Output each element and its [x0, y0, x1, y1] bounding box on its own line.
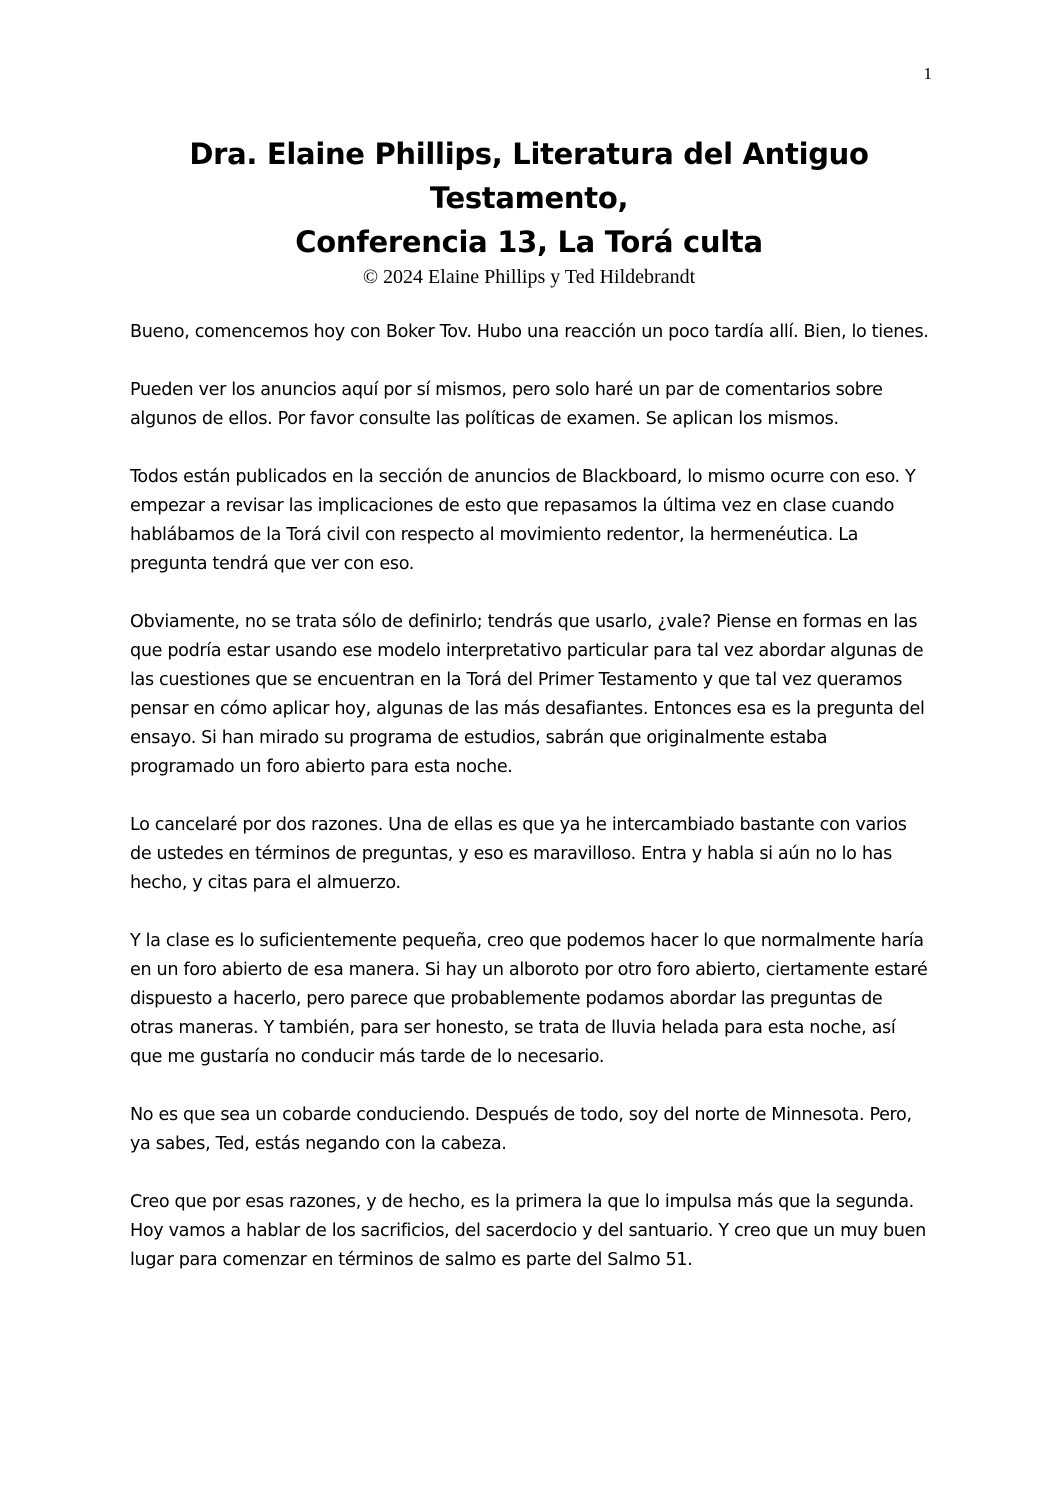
- paragraph: Pueden ver los anuncios aquí por sí mismos, pero solo haré un par de comentarios sobre algunos de ellos. Por favor consulte las políticas de examen. Se aplican los mismos.: [130, 380, 883, 429]
- title-line-3: Conferencia 13, La Torá culta: [295, 225, 763, 259]
- title-line-1: Dra. Elaine Phillips, Literatura del Antiguo: [189, 137, 869, 171]
- page-number: 1: [923, 64, 932, 83]
- copyright-notice: © 2024 Elaine Phillips y Ted Hildebrandt: [362, 266, 696, 288]
- title-line-2: Testamento,: [429, 181, 629, 215]
- paragraph: Todos están publicados en la sección de anuncios de Blackboard, lo mismo ocurre con eso. Y empezar a revisar las implicaciones de esto que repasamos la última vez en clase cuando hablábamos de la Torá civil con respecto al movimiento redentor, la hermenéutica. La pregunta tendrá que ver con eso.: [130, 467, 916, 574]
- paragraph: Creo que por esas razones, y de hecho, es la primera la que lo impulsa más que la segunda. Hoy vamos a hablar de los sacrificios, del sacerdocio y del santuario. Y creo que un muy buen lugar para comenzar en términos de salmo es parte del Salmo 51.: [130, 1192, 926, 1270]
- paragraph: Obviamente, no se trata sólo de definirlo; tendrás que usarlo, ¿vale? Piense en formas en las que podría estar usando ese modelo interpretativo particular para tal vez abordar algunas de las cuestiones que se encuentran en la Torá del Primer Testamento y que tal vez queramos pensar en cómo aplicar hoy, algunas de las más desafiantes. Entonces esa es la pregunta del ensayo. Si han mirado su programa de estudios, sabrán que originalmente estaba programado un foro abierto para esta noche.: [130, 612, 925, 777]
- paragraph: Bueno, comencemos hoy con Boker Tov. Hubo una reacción un poco tardía allí. Bien, lo tienes.: [130, 322, 929, 342]
- paragraph: No es que sea un cobarde conduciendo. Después de todo, soy del norte de Minnesota. Pero, ya sabes, Ted, estás negando con la cabeza.: [130, 1105, 912, 1154]
- document-body: [130, 318, 930, 1304]
- paragraph: Lo cancelaré por dos razones. Una de ellas es que ya he intercambiado bastante con varios de ustedes en términos de preguntas, y eso es maravilloso. Entra y habla si aún no lo has hecho, y citas para el almuerzo.: [130, 815, 907, 893]
- title-block: [128, 132, 930, 290]
- paragraph: Y la clase es lo suficientemente pequeña, creo que podemos hacer lo que normalmente haría en un foro abierto de esa manera. Si hay un alboroto por otro foro abierto, ciertamente estaré dispuesto a hacerlo, pero parece que probablemente podamos abordar las preguntas de otras maneras. Y también, para ser honesto, se trata de lluvia helada para esta noche, así que me gustaría no conducir más tarde de lo necesario.: [130, 931, 928, 1067]
